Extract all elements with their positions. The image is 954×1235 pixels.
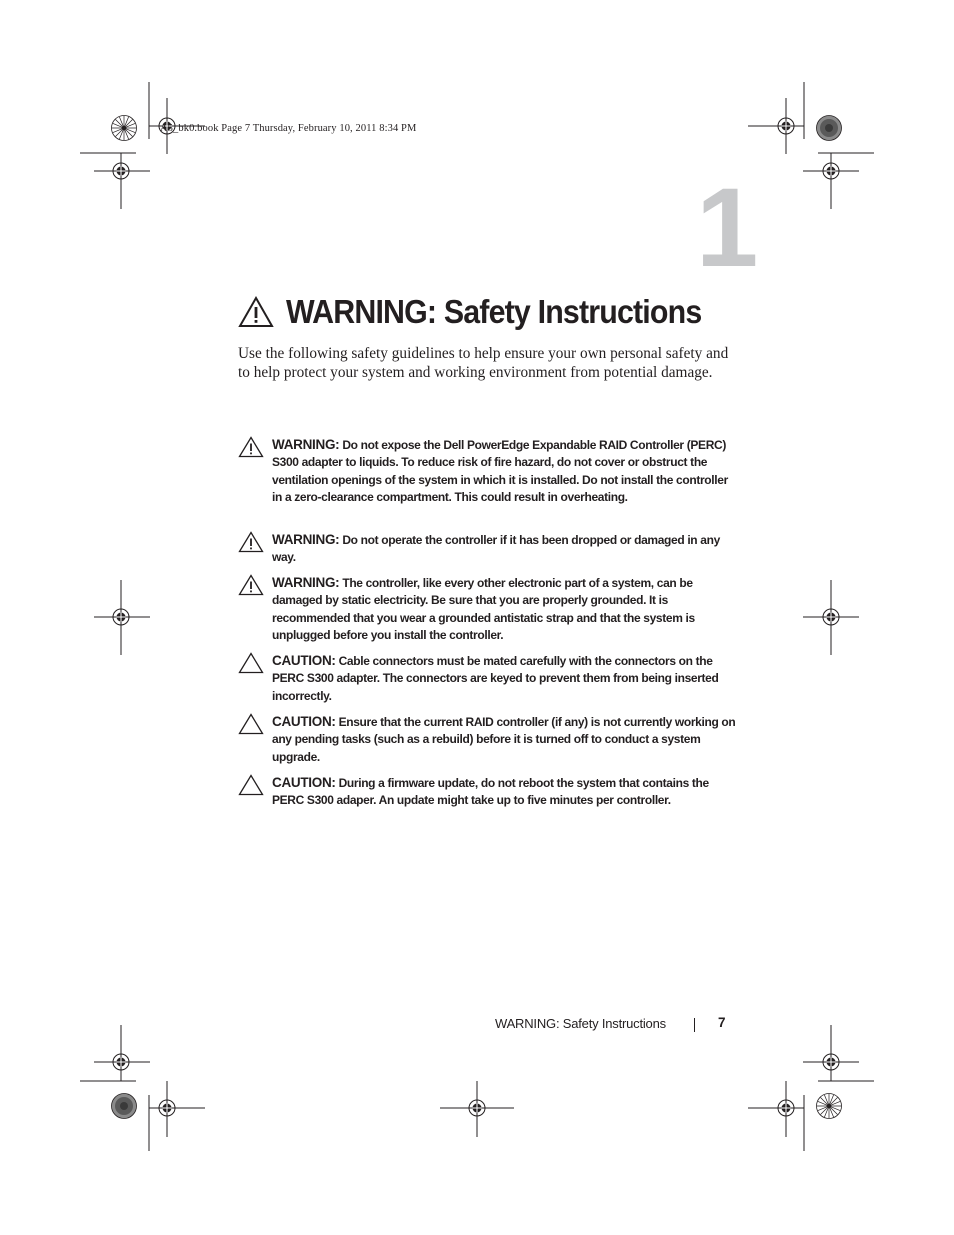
warning-notice	[238, 531, 738, 567]
notice-label: WARNING:	[272, 575, 340, 590]
warning-triangle-icon	[238, 531, 264, 553]
notice-label: WARNING:	[272, 437, 340, 452]
notice-label: WARNING:	[272, 532, 340, 547]
footer-section-title: WARNING: Safety Instructions	[495, 1016, 666, 1031]
caution-notice	[238, 713, 738, 766]
warning-notice	[238, 436, 738, 506]
page-title: WARNING: Safety Instructions	[286, 293, 702, 330]
page-number: 7	[718, 1015, 726, 1030]
caution-notice	[238, 774, 738, 810]
warning-notice	[238, 574, 738, 644]
footer-separator	[694, 1018, 695, 1032]
notice-text: The controller, like every other electronic part of a system, can be damaged by static electricity. Be sure that you are properly grounded. It is recommended that you wear a grounded antistatic strap and that the system is unplugged before you install the controller.	[272, 576, 695, 642]
caution-triangle-icon	[238, 713, 264, 735]
warning-triangle-icon	[238, 574, 264, 596]
warning-triangle-icon	[238, 436, 264, 458]
notice-text: Do not expose the Dell PowerEdge Expandable RAID Controller (PERC) S300 adapter to liquids. To reduce risk of fire hazard, do not cover or obstruct the ventilation openings of the system in which it is installed. Do not install the controller in a zero-clearance compartment. This could result in overheating.	[272, 438, 728, 504]
chapter-heading	[238, 293, 738, 331]
intro-paragraph: Use the following safety guidelines to help ensure your own personal safety and to help protect your system and working environment from potential damage.	[238, 345, 729, 381]
caution-triangle-icon	[238, 652, 264, 674]
chapter-number: 1	[696, 165, 759, 290]
caution-notice	[238, 652, 738, 705]
notice-label: CAUTION:	[272, 775, 336, 790]
notice-text: Ensure that the current RAID controller (if any) is not currently working on any pending tasks (such as a rebuild) before it is turned off to conduct a system upgrade.	[272, 715, 736, 764]
notice-label: CAUTION:	[272, 714, 336, 729]
notice-text: During a firmware update, do not reboot the system that contains the PERC S300 adaper. An update might take up to five minutes per controller.	[272, 776, 709, 808]
notice-text: Do not operate the controller if it has been dropped or damaged in any way.	[272, 533, 720, 565]
caution-triangle-icon	[238, 774, 264, 796]
notice-label: CAUTION:	[272, 653, 336, 668]
notice-text: Cable connectors must be mated carefully with the connectors on the PERC S300 adapter. The connectors are keyed to prevent them from being inserted incorrectly.	[272, 654, 719, 703]
print-slug: A5_bk0.book Page 7 Thursday, February 10, 2011 8:34 PM	[160, 123, 417, 134]
warning-triangle-icon	[238, 296, 274, 328]
